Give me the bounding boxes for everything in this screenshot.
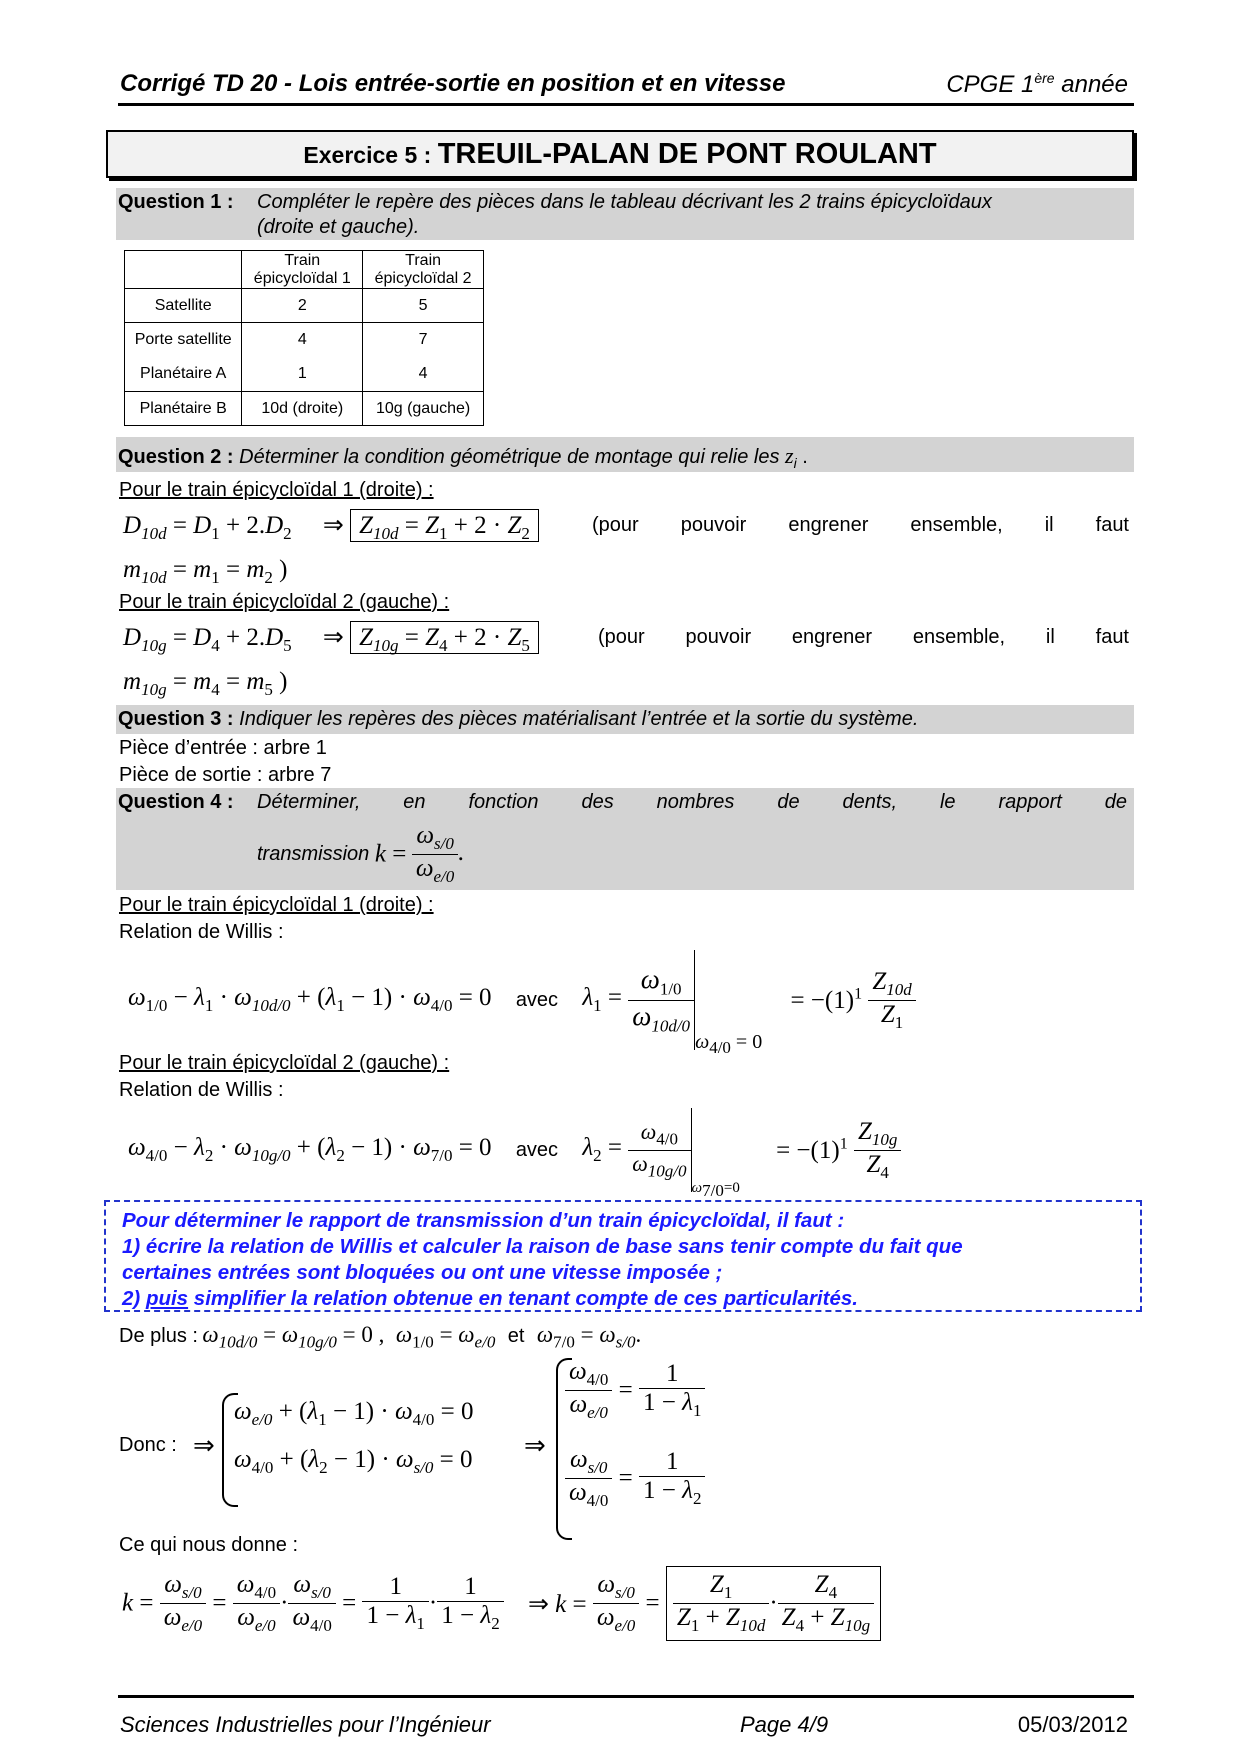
table-cell — [125, 323, 242, 392]
question-2 — [116, 437, 1134, 472]
question-4-text-2: transmission — [257, 843, 370, 865]
question-2-var: z — [785, 443, 794, 468]
exercise-name: TREUIL-PALAN DE PONT ROULANT — [437, 138, 937, 170]
footer-date: 05/03/2012 — [1017, 1712, 1128, 1737]
train2-diameter-relation: $D_{10g} = D_4 + 2.D_5$ ⇒ $Z_{10g} = Z_4 + 2 \cdot Z_5$ — [123, 622, 539, 656]
question-1-text-2: (droite et gauche). — [257, 216, 420, 238]
willis-relation-2: $\omega_{4/0} - \lambda_2 \cdot \omega_{10g/0} + (\lambda_2 - 1) \cdot \omega_{7/0} = 0$ avec $\lambda_2$ = $\frac{\omega_{4/0}}{\omega_{10g/0}}$ $_{\omega_{7/0}=0} = -(1)^1$ $\frac{Z_{10g}}{Z_4}$ — [128, 1108, 901, 1201]
implies-arrow-2: ⇒ — [524, 1431, 546, 1460]
header-class-sup: ère — [1034, 70, 1055, 86]
question-1-label: Question 1 : — [118, 191, 234, 213]
exercise-number: Exercice 5 : — [303, 142, 438, 168]
header-title: Corrigé TD 20 - Lois entrée-sortie en position et en vitesse — [120, 70, 786, 97]
deplus-label: De plus : — [119, 1325, 198, 1347]
footer-rule — [118, 1695, 1134, 1698]
header-rule — [118, 103, 1134, 106]
conditions-line: De plus : $\omega_{10d/0} = \omega_{10g/0} = 0$ , $\omega_{1/0} = \omega_{e/0}$ et $\omega_{7/0} = \omega_{s/0}$. — [119, 1322, 642, 1352]
table-cell-text: 4 — [297, 331, 307, 348]
train1-diameter-relation: $D_{10d} = D_1 + 2.D_2$ ⇒ $Z_{10d} = Z_1 + 2 \cdot Z_2$ — [123, 510, 539, 544]
method-note-line-3: certaines entrées sont bloquées ou ont une vitesse imposée ; — [122, 1261, 723, 1284]
question-1 — [116, 188, 1134, 240]
system-equation-2: $\omega_{4/0} + (\lambda_2 - 1) \cdot \omega_{s/0} = 0$ — [234, 1446, 473, 1477]
willis-label-2: Relation de Willis : — [119, 1079, 284, 1101]
donc-label: Donc : — [119, 1434, 177, 1456]
table-cell-text: 4 — [418, 365, 428, 382]
table-cell — [363, 323, 484, 392]
header-class — [946, 70, 1128, 99]
input-part: Pièce d’entrée : arbre 1 — [119, 737, 327, 759]
table-header-train2: Train épicycloïdal 2 — [363, 251, 484, 289]
table-cell-text: 1 — [297, 365, 307, 382]
table-header-empty — [125, 251, 242, 289]
avec-2: avec — [515, 1138, 559, 1161]
method-note-line-2: 1) écrire la relation de Willis et calculer la raison de base sans tenir compte du fait que — [122, 1235, 963, 1258]
method-note-step: 2) — [122, 1287, 146, 1310]
final-result-box: $\frac{Z_1}{Z_1 + Z_{10d}}$ · $\frac{Z_4}{Z_4 + Z_{10g}}$ — [666, 1566, 881, 1641]
train1-title-2: Pour le train épicycloïdal 1 (droite) : — [119, 894, 434, 916]
method-note-line-1: Pour déterminer le rapport de transmission d’un train épicycloïdal, il faut : — [122, 1209, 845, 1232]
method-note-rest: simplifier la relation obtenue en tenant compte de ces particularités. — [188, 1287, 858, 1310]
train1-module-relation: $m_{10d} = m_1 = m_2$ ) — [123, 556, 288, 587]
question-3 — [116, 705, 1134, 734]
ratio-equation-1: $\frac{\omega_{4/0}}{\omega_{e/0}}$ = $\frac{1}{1 - \lambda_1}$ — [565, 1358, 705, 1423]
implies-arrow-1: ⇒ — [193, 1431, 215, 1460]
train1-title: Pour le train épicycloïdal 1 (droite) : — [119, 479, 434, 501]
train2-note: (pour pouvoir engrener ensemble, il faut — [598, 626, 1129, 648]
table-cell: 5 — [363, 289, 484, 323]
avec-1: avec — [515, 988, 559, 1011]
footer-subject: Sciences Industrielles pour l’Ingénieur — [120, 1712, 491, 1737]
question-4-formula: transmission k = $\frac{\omega_{s/0}}{\omega_{e/0}}$ . — [257, 822, 465, 886]
train2-module-relation: $m_{10g} = m_4 = m_5$ ) — [123, 668, 288, 699]
willis-relation-1: $\omega_{1/0} - \lambda_1 \cdot \omega_{10d/0} + (\lambda_1 - 1) \cdot \omega_{4/0} = 0$ avec $\lambda_1$ = $\frac{\omega_{1/0}}{\omega_{10d/0}}$ $_{\omega_{4/0} = 0} = -(1)^1$ $\frac{Z_{10d}}{Z_1}$ — [128, 950, 916, 1058]
table-cell: 2 — [242, 289, 363, 323]
footer-page: Page 4/9 — [740, 1712, 829, 1737]
header-class-prefix: CPGE 1 — [946, 71, 1035, 98]
table-cell-text: Porte satellite — [134, 331, 232, 348]
method-note-puis: puis — [145, 1287, 189, 1310]
question-2-label: Question 2 : — [118, 446, 234, 468]
output-part: Pièce de sortie : arbre 7 — [119, 764, 332, 786]
ratio-equation-2: $\frac{\omega_{s/0}}{\omega_{4/0}}$ = $\frac{1}{1 - \lambda_2}$ — [565, 1446, 705, 1511]
train1-note: (pour pouvoir engrener ensemble, il faut — [592, 514, 1129, 536]
question-4-text: Déterminer, en fonction des nombres de dents, le rapport de — [257, 791, 1127, 813]
table-cell — [242, 323, 363, 392]
question-3-text: Indiquer les repères des pièces matérialisant l’entrée et la sortie du système. — [239, 708, 919, 730]
question-3-label: Question 3 : — [118, 708, 234, 730]
table-header-train1: Train épicycloïdal 1 — [242, 251, 363, 289]
result-label: Ce qui nous donne : — [119, 1534, 299, 1556]
train2-title-2: Pour le train épicycloïdal 2 (gauche) : — [119, 1052, 450, 1074]
k-fraction: $\frac{\omega_{s/0}}{\omega_{e/0}}$ — [412, 822, 458, 887]
question-4 — [116, 788, 1134, 890]
table-row — [125, 323, 484, 392]
table-cell: 10d (droite) — [242, 392, 363, 426]
epicyclic-table — [124, 250, 484, 426]
willis-label-1: Relation de Willis : — [119, 921, 284, 943]
table-cell: Planétaire B — [125, 392, 242, 426]
question-4-label: Question 4 : — [118, 791, 234, 813]
method-note — [104, 1200, 1142, 1312]
exercise-title — [106, 130, 1134, 178]
table-cell-text: 7 — [418, 331, 428, 348]
table-cell: Satellite — [125, 289, 242, 323]
question-1-text: Compléter le repère des pièces dans le tableau décrivant les 2 trains épicycloïdaux — [257, 191, 992, 213]
header-class-suffix: année — [1054, 71, 1128, 98]
question-2-sub: i — [793, 455, 797, 471]
train2-title: Pour le train épicycloïdal 2 (gauche) : — [119, 591, 450, 613]
et-label: et — [507, 1325, 525, 1347]
table-row — [125, 392, 484, 426]
table-header-row — [125, 251, 484, 289]
table-cell-text: Planétaire A — [140, 365, 227, 382]
method-note-line-4 — [122, 1286, 1126, 1312]
system-equation-1: $\omega_{e/0} + (\lambda_1 - 1) \cdot \omega_{4/0} = 0$ — [234, 1398, 474, 1429]
question-2-end: . — [796, 446, 808, 468]
question-2-text: Déterminer la condition géométrique de montage qui relie les — [239, 446, 780, 468]
table-cell: 10g (gauche) — [363, 392, 484, 426]
result-chain: k = $\frac{\omega_{s/0}}{\omega_{e/0}}$ = $\frac{\omega_{4/0}}{\omega_{e/0}}$ · $\frac{\omega_{s/0}}{\omega_{4/0}}$ = $\frac{1}{1 - \lambda_1}$ · $\frac{1}{1 - \lambda_2}$ ⇒ k = $\frac{\omega_{s/0}}{\omega_{e/0}}$ = $\frac{Z_1}{Z_1 + Z_{10d}}$ · $\frac{Z_4}{Z_4 + Z_{10g}}$ — [122, 1566, 881, 1641]
table-row — [125, 289, 484, 323]
